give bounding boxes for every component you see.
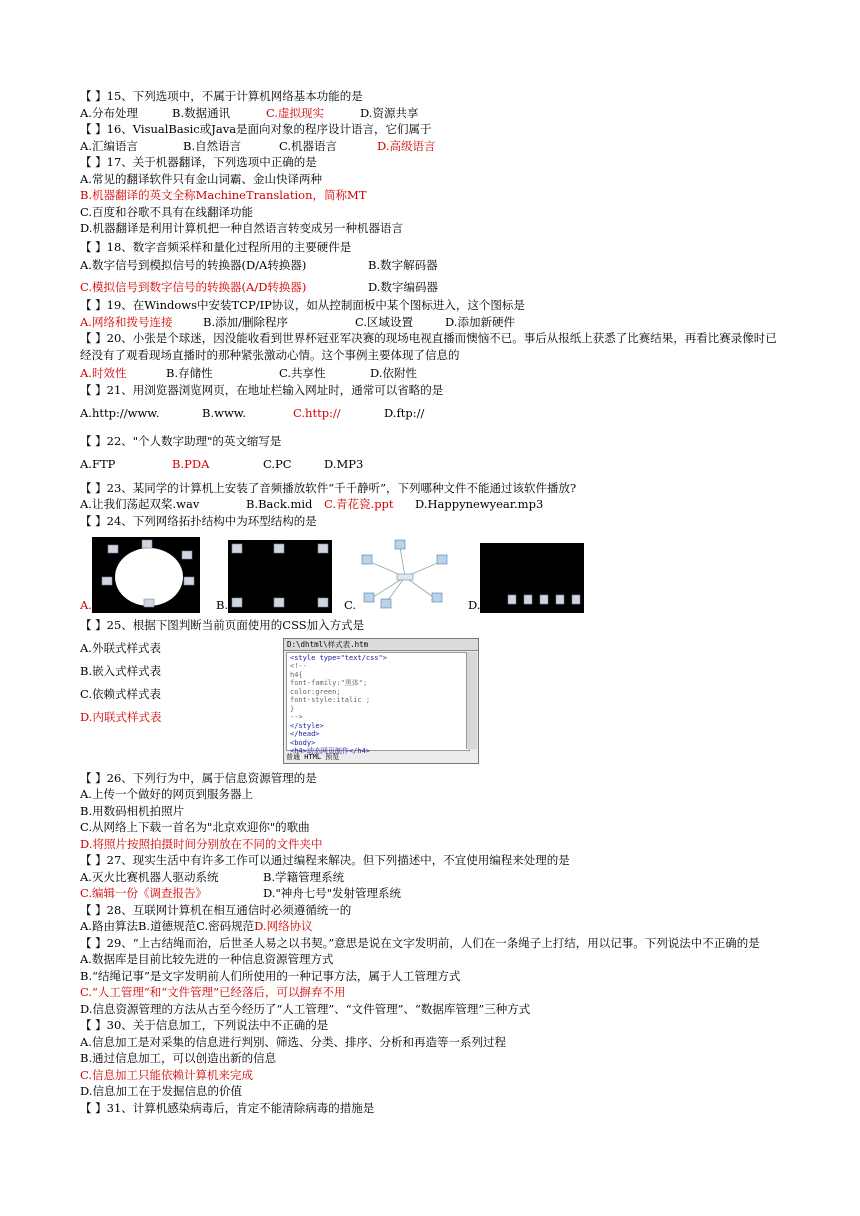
- star-topology-image: [228, 540, 332, 613]
- option-b: B.嵌入式样式表: [80, 663, 162, 678]
- option-a: A.数据库是目前比较先进的一种信息资源管理方式: [80, 952, 334, 966]
- option-c: C.从网络上下载一首名为"北京欢迎你"的歌曲: [80, 820, 310, 834]
- question-21-options: [80, 405, 780, 422]
- option-a: A.路由算法: [80, 919, 138, 933]
- option-b: B.数据通讯: [172, 105, 231, 120]
- question-16-options: [80, 138, 780, 155]
- code-line: -->: [290, 713, 303, 721]
- option-d: D.依附性: [370, 366, 417, 380]
- option-c-answer: C.信息加工只能依赖计算机来完成: [80, 1067, 254, 1082]
- option-b: B.数字解码器: [368, 258, 438, 272]
- question-23-options: [80, 496, 780, 513]
- code-line: }: [290, 704, 295, 713]
- option-b: B.Back.mid: [246, 497, 313, 511]
- question-25-stem: 【 】25、根据下图判断当前页面使用的CSS加入方式是: [80, 618, 365, 632]
- question-27-stem: 【 】27、现实生活中有许多工作可以通过编程来解决。但下列描述中，不宜使用编程来处理的是: [80, 853, 570, 867]
- editor-scrollbar: [466, 652, 477, 749]
- option-b: B.存储性: [166, 366, 213, 380]
- question-18-options-row2: [80, 279, 780, 296]
- option-d: D.资源共享: [360, 105, 419, 120]
- option-b: B.道德规范: [137, 919, 197, 933]
- option-b: B.添加/删除程序: [203, 314, 288, 329]
- option-b: B.自然语言: [183, 138, 242, 153]
- option-b-answer: B.机器翻译的英文全称MachineTranslation，简称MT: [80, 188, 367, 202]
- question-15-stem: 【 】15、下列选项中，不属于计算机网络基本功能的是: [80, 89, 363, 103]
- question-20-stem: 【 】20、小张是个球迷，因没能收看到世界杯冠亚军决赛的现场电视直播而懊恼不已。事后从报纸上获悉了比赛结果，再看比赛录像时已经没有了观看现场直播时的那种紧张激动心情。这个事例主要体现了信息的: [80, 331, 777, 362]
- ring-topology-image: [92, 537, 200, 613]
- option-c: C.依赖式样式表: [80, 686, 162, 701]
- option-d: D.添加新硬件: [445, 314, 515, 329]
- option-b: B.通过信息加工，可以创造出新的信息: [80, 1051, 277, 1065]
- question-18-options-row1: [80, 257, 780, 274]
- option-c: C.机器语言: [279, 138, 338, 153]
- option-a: A.外联式样式表: [80, 640, 161, 655]
- question-27-options-row1: [80, 869, 780, 886]
- option-a: A.数字信号到模拟信号的转换器(D/A转换器): [80, 258, 307, 272]
- option-d: D."神舟七号"发射管理系统: [263, 886, 402, 900]
- option-a: A.汇编语言: [80, 138, 138, 153]
- option-d-answer: D.高级语言: [377, 138, 436, 153]
- option-b: B.“结绳记事”是文字发明前人们所使用的一种记事方法，属于人工管理方式: [80, 968, 461, 983]
- question-15-options: [80, 105, 780, 122]
- code-line: <!--: [290, 662, 307, 670]
- question-28-stem: 【 】28、互联网计算机在相互通信时必须遵循统一的: [80, 902, 352, 917]
- option-b-label: B.: [216, 597, 229, 612]
- option-d-answer: D.将照片按照拍摄时间分别放在不同的文件夹中: [80, 836, 323, 851]
- question-19-stem: 【 】19、在Windows中安装TCP/IP协议，如从控制面板中某个图标进入，这个图标是: [80, 298, 525, 312]
- code-line: color:green;: [290, 687, 341, 696]
- option-d-answer: D.内联式样式表: [80, 709, 162, 724]
- editor-window-image: [283, 638, 479, 764]
- option-c: [344, 537, 468, 613]
- editor-tabs: 普通 HTML 预览: [286, 752, 340, 761]
- code-line: font-family:"黑体";: [290, 679, 368, 687]
- option-d-answer: D.网络协议: [254, 919, 313, 933]
- option-c: C.百度和谷歌不具有在线翻译功能: [80, 204, 254, 219]
- option-a-label-answer: A.: [80, 597, 92, 612]
- question-22-options: [80, 456, 780, 473]
- option-a: [80, 537, 216, 613]
- code-line: </head>: [290, 730, 320, 738]
- code-line: </style>: [290, 721, 324, 730]
- code-line: <body>: [290, 738, 316, 747]
- question-31-stem: 【 】31、计算机感染病毒后，肯定不能清除病毒的措施是: [80, 1100, 375, 1115]
- code-line: h4{: [290, 670, 303, 679]
- option-c-answer: C.虚拟现实: [266, 105, 325, 120]
- option-a: A.上传一个做好的网页到服务器上: [80, 787, 253, 801]
- question-20-options: [80, 365, 780, 382]
- option-c-answer: C.编辑一份《调查报告》: [80, 886, 208, 900]
- option-c: C.PC: [263, 457, 292, 471]
- switch-star-topology-image: [356, 537, 454, 613]
- question-22-stem: 【 】22、"个人数字助理"的英文缩写是: [80, 433, 282, 448]
- option-d-label: D.: [468, 597, 481, 612]
- option-a: A.让我们荡起双桨.wav: [80, 497, 200, 511]
- option-a: A.http://www.: [80, 406, 160, 420]
- option-d: D.Happynewyear.mp3: [415, 497, 544, 511]
- option-a: A.信息加工是对采集的信息进行判别、筛选、分类、排序、分析和再造等一系列过程: [80, 1034, 506, 1049]
- editor-code: [286, 652, 470, 755]
- code-line: <h4>动态网页制作</h4>: [290, 747, 370, 755]
- option-d: D.MP3: [324, 457, 364, 471]
- option-c-answer: C.“人工管理”和“文件管理”已经落后，可以摒弃不用: [80, 985, 346, 999]
- question-30-stem: 【 】30、关于信息加工，下列说法中不正确的是: [80, 1018, 329, 1032]
- option-c: C.区域设置: [355, 314, 414, 329]
- question-23-stem: 【 】23、某同学的计算机上安装了音频播放软件“千千静听”，下列哪种文件不能通过该软件播放?: [80, 480, 577, 495]
- option-a-answer: A.网络和拨号连接: [80, 314, 173, 329]
- question-16-stem: 【 】16、VisualBasic或Java是面向对象的程序设计语言，它们属于: [80, 122, 432, 136]
- code-line: font-style:italic ;: [290, 696, 371, 704]
- bus-topology-image: [480, 543, 584, 613]
- option-a-answer: A.时效性: [80, 366, 127, 380]
- question-24-options: [80, 531, 780, 613]
- question-21-stem: 【 】21、用浏览器浏览网页，在地址栏输入网址时，通常可以省略的是: [80, 382, 444, 397]
- question-19-options: [80, 314, 780, 331]
- code-line: <style type="text/css">: [290, 653, 387, 662]
- option-c-answer: C.http://: [293, 406, 341, 420]
- question-25-body: [80, 634, 780, 764]
- option-c-label: C.: [344, 597, 357, 612]
- editor-window-title: D:\dhtml\样式表.htm: [284, 639, 478, 651]
- option-c: C.共享性: [279, 366, 326, 380]
- option-b: B.学籍管理系统: [263, 869, 345, 884]
- question-26-stem: 【 】26、下列行为中，属于信息资源管理的是: [80, 770, 317, 785]
- option-b: [216, 540, 344, 613]
- option-d: D.信息加工在于发掘信息的价值: [80, 1084, 242, 1098]
- option-d: [468, 543, 584, 613]
- question-28-options: [80, 918, 780, 935]
- option-c-answer: C.青花瓷.ppt: [324, 497, 394, 511]
- option-d: D.ftp://: [384, 406, 425, 420]
- option-b-answer: B.PDA: [172, 457, 210, 471]
- option-c-answer: C.模拟信号到数字信号的转换器(A/D转换器): [80, 279, 307, 294]
- option-b: B.用数码相机拍照片: [80, 803, 185, 818]
- question-24-stem: 【 】24、下列网络拓扑结构中为环型结构的是: [80, 513, 317, 528]
- question-27-options-row2: [80, 885, 780, 902]
- option-d: D.机器翻译是利用计算机把一种自然语言转变成另一种机器语言: [80, 221, 403, 235]
- question-list: [80, 88, 780, 1116]
- question-29-stem: 【 】29、“上古结绳而治，后世圣人易之以书契。”意思是说在文字发明前，人们在一条绳子上打结，用以记事。下列说法中不正确的是: [80, 935, 760, 950]
- option-b: B.www.: [202, 406, 246, 420]
- option-c: C.密码规范: [196, 919, 255, 933]
- option-a: A.常见的翻译软件只有金山词霸、金山快译两种: [80, 171, 322, 186]
- question-17-stem: 【 】17、关于机器翻译，下列选项中正确的是: [80, 155, 317, 169]
- option-a: A.分布处理: [80, 105, 138, 120]
- option-d: D.信息资源管理的方法从古至今经历了“人工管理”、“文件管理”、“数据库管理”三种方式: [80, 1001, 531, 1016]
- option-d: D.数字编码器: [368, 279, 438, 294]
- option-a: A.灭火比赛机器人驱动系统: [80, 869, 219, 884]
- question-18-stem: 【 】18、数字音频采样和量化过程所用的主要硬件是: [80, 239, 352, 254]
- option-a: A.FTP: [80, 457, 116, 471]
